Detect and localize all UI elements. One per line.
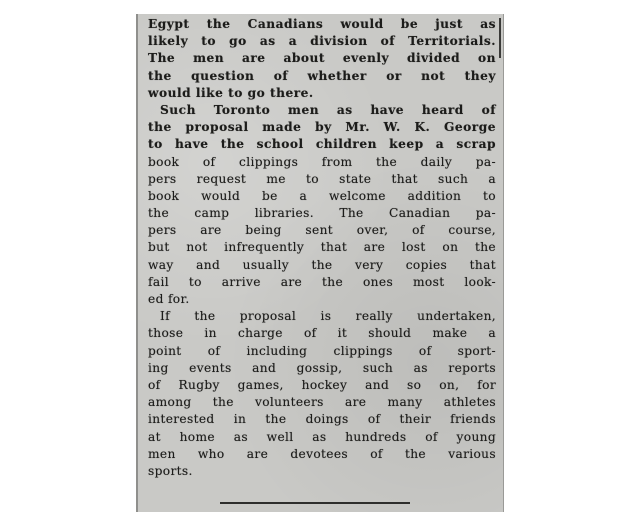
article-line: book of clippings from the daily pa- [148, 154, 496, 169]
article-line: to have the school children keep a scrap [148, 137, 496, 152]
article-line: of Rugby games, hockey and so on, for [148, 377, 496, 392]
article-line: likely to go as a division of Territorials. [148, 34, 496, 49]
article-line: The men are about evenly divided on [148, 51, 496, 66]
article-line: among the volunteers are many athletes [148, 395, 496, 410]
article-line: pers are being sent over, of course, [148, 223, 496, 238]
article-line: Such Toronto men as have heard of [160, 102, 496, 117]
article-line: fail to arrive are the ones most look- [148, 274, 496, 289]
article-line: the camp libraries. The Canadian pa- [148, 206, 496, 221]
article-line: pers request me to state that such a [148, 171, 496, 186]
article-line: those in charge of it should make a [148, 326, 496, 341]
article-line: would like to go there. [148, 85, 314, 100]
article-line: at home as well as hundreds of young [148, 429, 496, 444]
article-end-rule [220, 502, 410, 504]
article-line: interested in the doings of their friends [148, 412, 496, 427]
article-line: but not infrequently that are lost on the [148, 240, 496, 255]
article-line: sports. [148, 463, 193, 478]
article-line: way and usually the very copies that [148, 257, 496, 272]
article-line: book would be a welcome addition to [148, 188, 496, 203]
article-line: the question of whether or not they [148, 68, 496, 83]
article-line: the proposal made by Mr. W. K. George [148, 120, 496, 135]
article-line: men who are devotees of the various [148, 446, 496, 461]
column-rule [499, 18, 501, 58]
article-line: point of including clippings of sport- [148, 343, 496, 358]
article-line: ing events and gossip, such as reports [148, 360, 496, 375]
article-line: Egypt the Canadians would be just as [148, 17, 496, 31]
article-line: If the proposal is really undertaken, [160, 309, 496, 324]
newspaper-clipping [136, 14, 504, 512]
article-body [148, 16, 496, 480]
article-line: ed for. [148, 292, 190, 306]
